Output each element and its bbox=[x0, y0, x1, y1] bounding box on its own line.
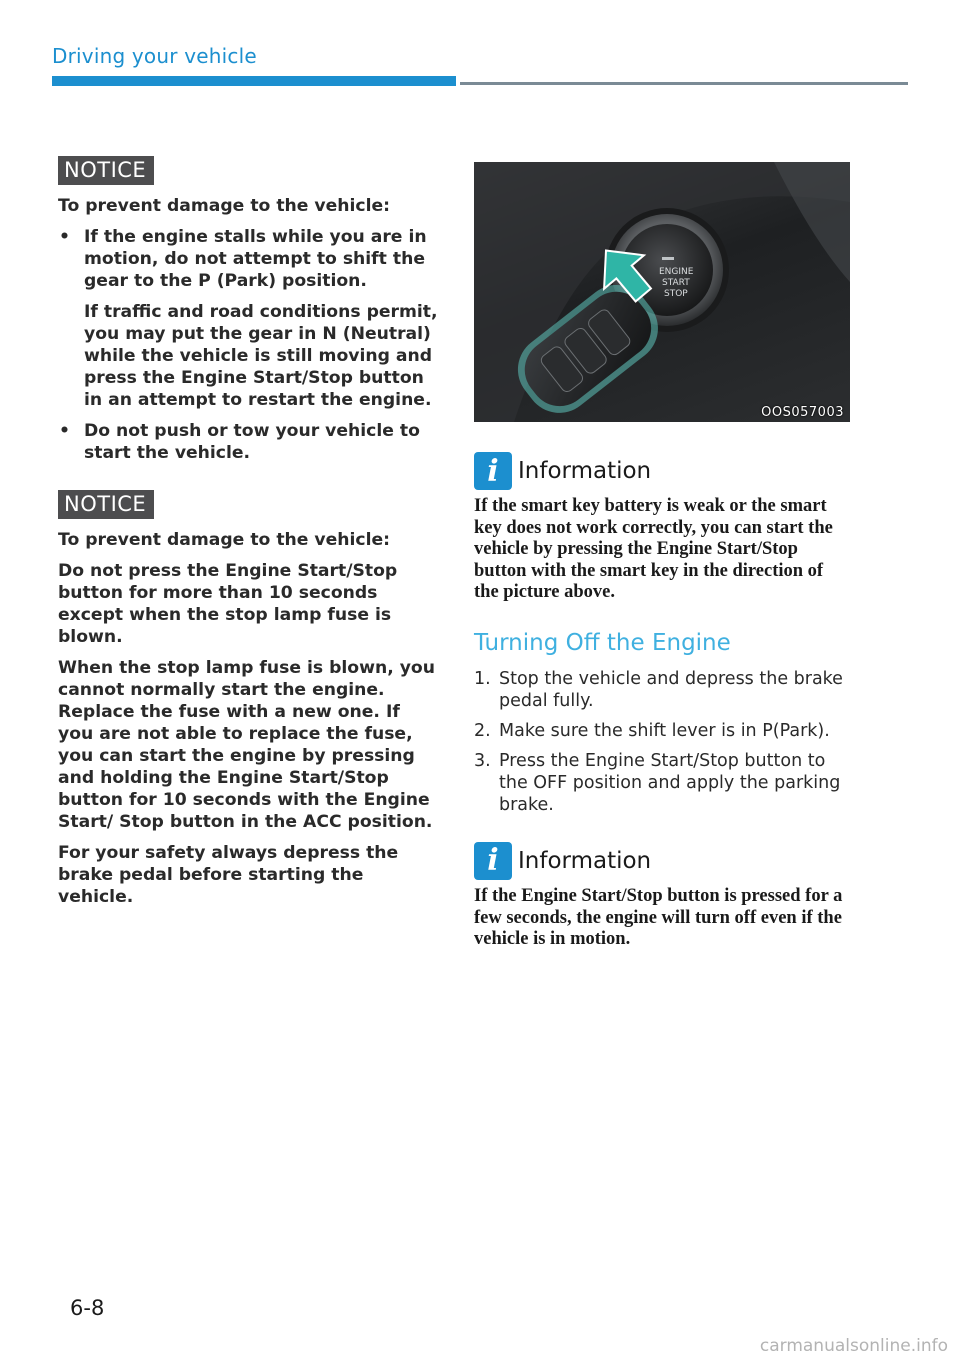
notice-bullet bbox=[58, 420, 438, 464]
bullet-marker: • bbox=[59, 421, 70, 441]
page-number: 6-8 bbox=[70, 1296, 105, 1320]
button-indicator bbox=[662, 257, 674, 260]
info-icon: i bbox=[474, 452, 512, 490]
button-label-line3: STOP bbox=[664, 289, 688, 299]
information-title: Information bbox=[518, 847, 652, 874]
notice-bullet bbox=[58, 226, 438, 411]
list-item bbox=[474, 668, 850, 712]
bullet-marker: • bbox=[59, 227, 70, 247]
step-text: Press the Engine Start/Stop button to the OFF position and apply the parking brake. bbox=[499, 750, 841, 815]
notice-block-2 bbox=[58, 490, 438, 908]
engine-start-illustration bbox=[474, 162, 850, 422]
information-text: If the Engine Start/Stop button is pressed for a few seconds, the engine will turn off even if the vehicle is in motion. bbox=[474, 885, 843, 950]
step-number: 3. bbox=[474, 750, 491, 771]
header-bar-rule bbox=[460, 82, 908, 85]
information-header bbox=[474, 842, 850, 880]
information-title: Information bbox=[518, 458, 652, 484]
notice-paragraph: When the stop lamp fuse is blown, you cannot normally start the engine. Replace the fuse with a new one. If you are not able to replace the fuse, you can start the engine by pressing and holding the Engine Start/Stop button for 10 seconds with the Engine Start/ Stop button in the ACC position. bbox=[58, 658, 435, 832]
watermark[interactable]: carmanualsonline.info bbox=[759, 1336, 948, 1356]
notice-block-1 bbox=[58, 156, 438, 464]
steps-list bbox=[474, 668, 850, 816]
information-header bbox=[474, 452, 850, 490]
header-bar-accent bbox=[52, 76, 456, 86]
info-icon: i bbox=[474, 842, 512, 880]
engine-start-photo bbox=[474, 162, 850, 422]
right-column bbox=[474, 162, 850, 951]
list-item bbox=[474, 750, 850, 816]
notice-body bbox=[58, 529, 438, 908]
step-text: Stop the vehicle and depress the brake pedal fully. bbox=[499, 668, 843, 711]
left-column bbox=[58, 156, 438, 917]
notice-tag: NOTICE bbox=[58, 490, 154, 519]
notice-paragraph: To prevent damage to the vehicle: bbox=[58, 530, 391, 550]
button-label-line2: START bbox=[662, 278, 690, 288]
list-item bbox=[474, 720, 850, 742]
information-text: If the smart key battery is weak or the smart key does not work correctly, you can start the vehicle by pressing the Engine Start/Stop button with the smart key in the direction of the picture above. bbox=[474, 496, 833, 603]
bullet-text: Do not push or tow your vehicle to start the vehicle. bbox=[84, 421, 420, 463]
notice-paragraph: For your safety always depress the brake pedal before starting the vehicle. bbox=[58, 843, 399, 907]
notice-paragraph: Do not press the Engine Start/Stop button for more than 10 seconds except when the stop lamp fuse is blown. bbox=[58, 561, 398, 647]
step-number: 1. bbox=[474, 668, 491, 689]
notice-tag: NOTICE bbox=[58, 156, 154, 185]
notice-lead: To prevent damage to the vehicle: bbox=[58, 196, 391, 216]
step-text: Make sure the shift lever is in P(Park). bbox=[499, 720, 830, 741]
notice-body bbox=[58, 195, 438, 464]
header-title: Driving your vehicle bbox=[52, 44, 257, 68]
bullet-subtext: If traffic and road conditions permit, you may put the gear in N (Neutral) while the vehicle is still moving and press the Engine Start/Stop button in an attempt to restart the engine. bbox=[84, 302, 438, 410]
step-number: 2. bbox=[474, 720, 491, 741]
section-title: Turning Off the Engine bbox=[474, 629, 731, 656]
button-label-line1: ENGINE bbox=[659, 267, 694, 277]
bullet-text: If the engine stalls while you are in motion, do not attempt to shift the gear to the P (Park) position. bbox=[84, 227, 427, 291]
figure-code: OOS057003 bbox=[761, 405, 844, 420]
